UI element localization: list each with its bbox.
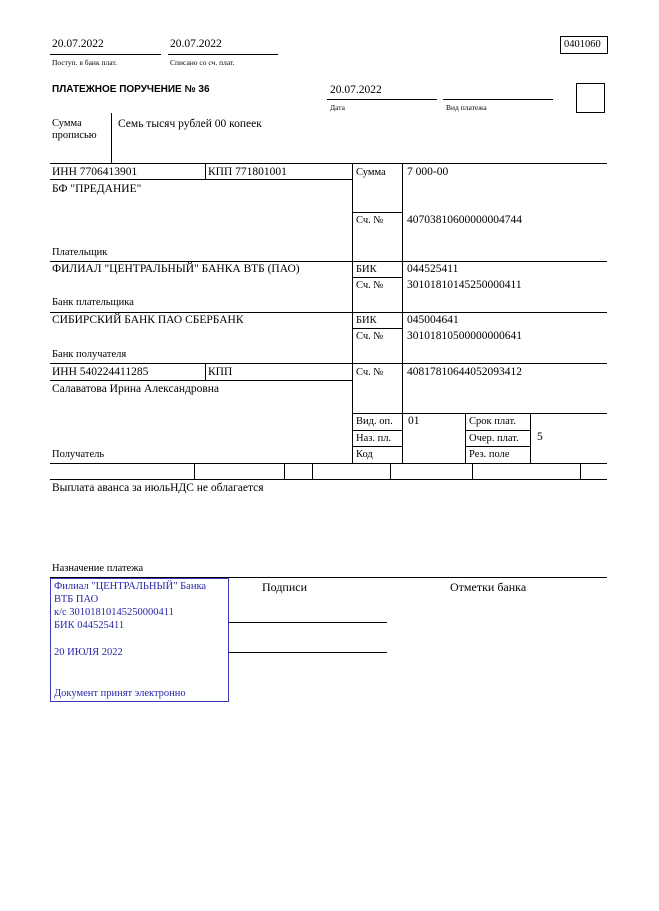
payer-bank-account: 30101810145250000411 [407, 279, 522, 291]
code-label: Код [356, 449, 373, 460]
stamp-line-1: Филиал "ЦЕНТРАЛЬНЫЙ" Банка [54, 581, 207, 592]
grid-line [472, 463, 473, 479]
due-label: Срок плат. [469, 416, 516, 427]
payee-bank-name: СИБИРСКИЙ БАНК ПАО СБЕРБАНК [52, 314, 244, 326]
grid-line [390, 463, 391, 479]
grid-line [50, 179, 352, 180]
grid-line [50, 479, 607, 480]
payment-type-line [443, 99, 553, 100]
payer-kpp: КПП 771801001 [208, 166, 287, 178]
bank-stamp [50, 578, 229, 702]
payee-inn: ИНН 540224411285 [52, 366, 149, 378]
grid-line [352, 328, 402, 329]
document-date-line [327, 99, 437, 100]
grid-line [580, 463, 581, 479]
stamp-line-3: к/с 30101810145250000411 [54, 607, 174, 618]
grid-line [50, 363, 607, 364]
purpose-code-label: Наз. пл. [356, 433, 392, 444]
document-date: 20.07.2022 [330, 84, 382, 96]
grid-line [402, 163, 403, 463]
grid-line [205, 163, 206, 179]
payee-account-label: Сч. № [356, 367, 384, 378]
payer-bank-bik: 044525411 [407, 263, 459, 275]
grid-line [352, 446, 402, 447]
payer-inn: ИНН 7706413901 [52, 166, 138, 178]
grid-line [352, 413, 607, 414]
signatures-label: Подписи [262, 580, 308, 594]
payer-bank-name: ФИЛИАЛ "ЦЕНТРАЛЬНЫЙ" БАНКА ВТБ (ПАО) [52, 263, 300, 275]
payee-bank-bik: 045004641 [407, 314, 459, 326]
received-date: 20.07.2022 [52, 38, 104, 50]
amount-words-value: Семь тысяч рублей 00 копеек [118, 118, 262, 130]
grid-line [352, 212, 402, 213]
grid-line [194, 463, 195, 479]
payee-bank-bik-label: БИК [356, 315, 377, 326]
debited-date-line [168, 54, 278, 55]
reserve-label: Рез. поле [469, 449, 510, 460]
document-title: ПЛАТЕЖНОЕ ПОРУЧЕНИЕ № 36 [52, 84, 210, 95]
document-date-label: Дата [330, 103, 345, 112]
sum-value: 7 000-00 [407, 166, 449, 178]
payee-label: Получатель [52, 449, 105, 460]
payer-name: БФ "ПРЕДАНИЕ" [52, 183, 142, 195]
payer-account-label: Сч. № [356, 215, 384, 226]
purpose-text: Выплата аванса за июльНДС не облагается [52, 482, 264, 494]
signature-line-1 [229, 622, 387, 623]
stamp-accepted: Документ принят электронно [54, 688, 186, 699]
grid-line [205, 363, 206, 380]
payer-bank-label: Банк плательщика [52, 297, 134, 308]
payee-bank-label: Банк получателя [52, 349, 127, 360]
bank-marks-label: Отметки банка [450, 580, 527, 594]
grid-line [284, 463, 285, 479]
signature-line-2 [229, 652, 387, 653]
amount-words-label-1: Сумма [52, 118, 82, 129]
grid-line [50, 163, 607, 164]
payee-kpp: КПП [208, 366, 233, 378]
payer-bank-account-label: Сч. № [356, 280, 384, 291]
grid-line [465, 413, 466, 463]
grid-line [530, 413, 531, 463]
sum-label: Сумма [356, 167, 386, 178]
op-type-value: 01 [408, 415, 420, 427]
payment-type-label: Вид платежа [446, 103, 487, 112]
stamp-line-2: ВТБ ПАО [54, 594, 99, 605]
payment-type-box [576, 83, 605, 113]
payee-bank-account: 30101810500000000641 [407, 330, 522, 342]
stamp-date: 20 ИЮЛЯ 2022 [54, 647, 123, 658]
grid-line [465, 430, 530, 431]
debited-label: Списано со сч. плат. [170, 58, 235, 67]
grid-line [50, 380, 352, 381]
payee-bank-account-label: Сч. № [356, 331, 384, 342]
stamp-line-4: БИК 044525411 [54, 620, 125, 631]
grid-line [50, 261, 607, 262]
payer-label: Плательщик [52, 247, 108, 258]
payee-name: Салаватова Ирина Александровна [52, 383, 220, 395]
amount-words-label-2: прописью [52, 130, 97, 141]
debited-date: 20.07.2022 [170, 38, 222, 50]
payee-account: 40817810644052093412 [407, 366, 522, 378]
grid-line [352, 277, 402, 278]
amount-words-divider [111, 113, 112, 163]
payer-bank-bik-label: БИК [356, 264, 377, 275]
grid-line [352, 430, 402, 431]
grid-line [352, 163, 353, 463]
order-value: 5 [537, 431, 543, 443]
received-label: Поступ. в банк плат. [52, 58, 117, 67]
grid-line [50, 463, 607, 464]
grid-line [465, 446, 530, 447]
payer-account: 40703810600000004744 [407, 214, 522, 226]
form-code-box [560, 36, 608, 54]
grid-line [312, 463, 313, 479]
received-date-line [50, 54, 161, 55]
grid-line [50, 312, 607, 313]
order-label: Очер. плат. [469, 433, 519, 444]
form-code: 0401060 [564, 39, 601, 50]
purpose-label: Назначение платежа [52, 563, 144, 574]
op-type-label: Вид. оп. [356, 416, 393, 427]
